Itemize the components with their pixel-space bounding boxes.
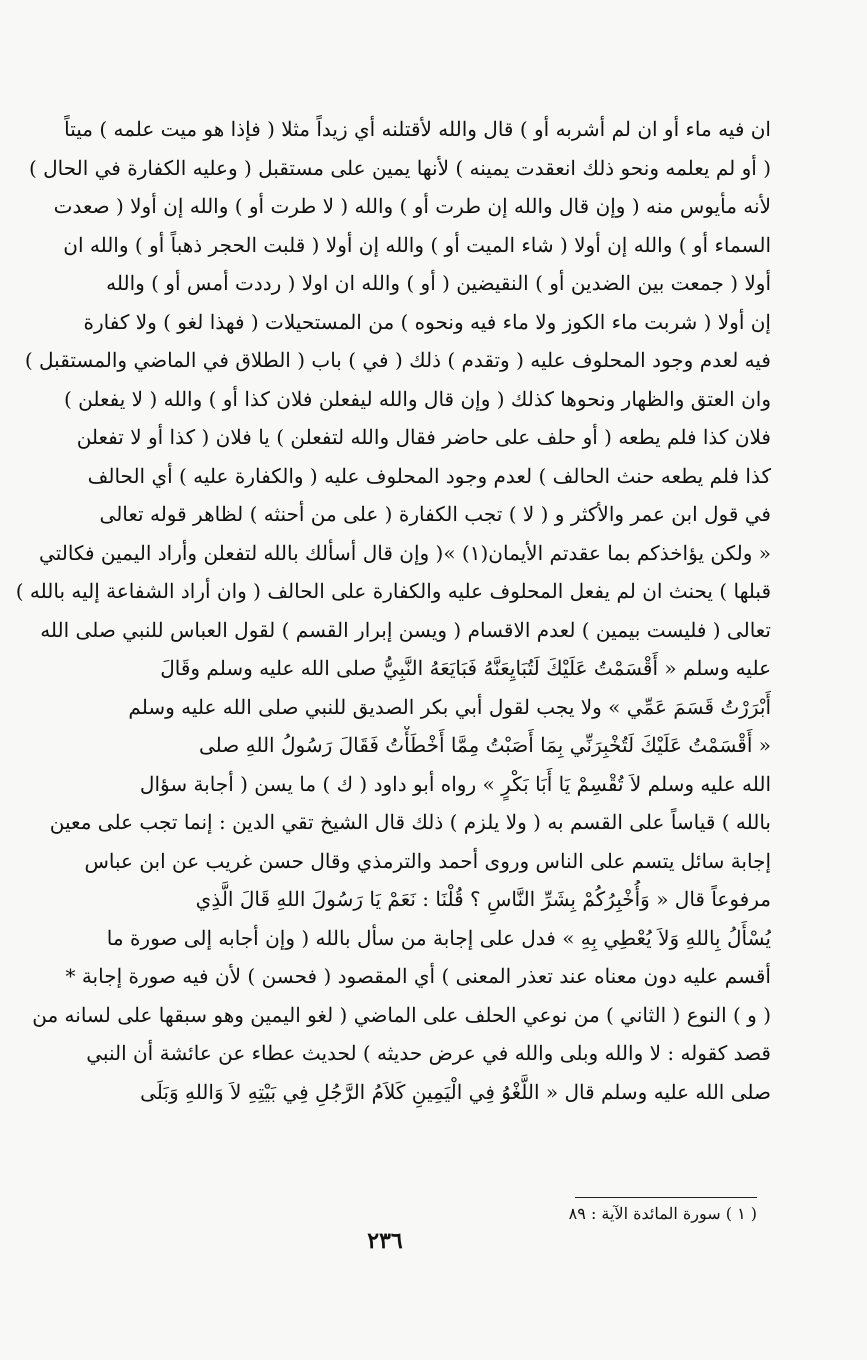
text-line: « ولكن يؤاخذكم بما عقدتم الأيمان(١) »( وإن قال أسألك بالله لتفعلن وأراد اليمين فكالتي <box>39 540 771 565</box>
text-line: يُسْأَلُ بِاللهِ وَلاَ يُعْطِي بِهِ » فدل على إجابة من سأل بالله ( وإن أجابه إلى صورة ما <box>106 925 771 950</box>
text-line: ( و ) النوع ( الثاني ) من نوعي الحلف على الماضي ( لغو اليمين وهو سبقها على لسانه من <box>32 1002 771 1027</box>
footnote-divider <box>575 1197 757 1198</box>
text-line: عليه وسلم « أَقْسَمْتُ عَلَيْكَ لَتُبَايِعَنَّهُ فَبَايَعَهُ النَّبِيُّ صلى الله عليه وسلم وقَالَ <box>160 656 771 680</box>
text-line: بالله ) قياساً على القسم به ( ولا يلزم ) ذلك قال الشيخ تقي الدين : إنما تجب على معين <box>49 810 771 834</box>
text-line: قبلها ) يحنث ان لم يفعل المحلوف عليه والكفارة على الحالف ( وان أراد الشفاعة إليه بالله ) <box>16 579 771 603</box>
text-line: في قول ابن عمر والأكثر و ( لا ) تجب الكفارة ( على من أحنثه ) لظاهر قوله تعالى <box>99 502 771 526</box>
text-line: فيه لعدم وجود المحلوف عليه ( وتقدم ) ذلك ( في ) باب ( الطلاق في الماضي والمستقبل ) <box>24 348 771 372</box>
body-text <box>16 110 771 1111</box>
text-line: صلى الله عليه وسلم قال « اللَّغْوُ فِي الْيَمِينِ كَلاَمُ الرَّجُلِ فِي بَيْتِهِ لاَ وَاللهِ وَبَلَى <box>140 1079 771 1104</box>
text-line: الله عليه وسلم لاَ تُقْسِمْ يَا أَبَا بَكْرٍ » رواه أبو داود ( ك ) ما يسن ( أجابة سؤال <box>139 771 771 796</box>
text-line: لأنه مأيوس منه ( وإن قال والله إن طرت أو ) والله ( لا طرت أو ) والله إن أولا ( صعدت <box>53 194 771 218</box>
text-line: « أَقْسَمْتُ عَلَيْكَ لَتُخْبِرَنِّي بِمَا أَصَبْتُ مِمَّا أَخْطَأْتُ فَقَالَ رَسُولُ اللهِ صلى <box>198 733 771 757</box>
page-number: ٢٣٦ <box>367 1228 403 1254</box>
text-line: ان فيه ماء أو ان لم أشربه أو ) قال والله لأقتلنه أي زيداً مثلا ( فإذا هو ميت علمه ) ميتاً <box>64 117 771 141</box>
text-line: أَبْرَرْتُ قَسَمَ عَمِّي » ولا يجب لقول أبي بكر الصديق للنبي صلى الله عليه وسلم <box>128 694 771 719</box>
text-line: إجابة سائل يتسم على الناس وروى أحمد والترمذي وقال حسن غريب عن ابن عباس <box>84 848 771 873</box>
text-line: مرفوعاً قال « وَأُخْبِرُكُمْ بِشَرِّ النَّاسِ ؟ قُلْنَا : نَعَمْ يَا رَسُولَ اللهِ قَالَ الَّذِي <box>195 887 771 911</box>
text-line: وان العتق والظهار ونحوها كذلك ( وإن قال والله ليفعلن فلان كذا أو ) والله ( لا يفعلن ) <box>63 386 771 411</box>
text-line: إن أولا ( شربت ماء الكوز ولا ماء فيه ونحوه ) من المستحيلات ( فهذا لغو ) ولا كفارة <box>83 309 771 334</box>
text-line: أولا ( جمعت بين الضدين أو ) النقيضين ( أو ) والله ان اولا ( رددت أمس أو ) والله <box>106 271 771 295</box>
text-line: كذا فلم يطعه حنث الحالف ) لعدم وجود المحلوف عليه ( والكفارة عليه ) أي الحالف <box>87 463 771 488</box>
footnote: ( ١ ) سورة المائدة الآية : ٨٩ <box>568 1204 757 1223</box>
text-line: فلان كذا فلم يطعه ( أو حلف على حاضر فقال والله لتفعلن ) يا فلان ( كذا أو لا تفعلن <box>76 425 771 449</box>
text-line: قصد كقوله : لا والله وبلى والله في عرض حديثه ) لحديث عطاء عن عائشة أن النبي <box>86 1041 771 1065</box>
text-line: ( أو لم يعلمه ونحو ذلك انعقدت يمينه ) لأنها يمين على مستقبل ( وعليه الكفارة في الحال ) <box>28 155 771 180</box>
text-line: أقسم عليه دون معناه عند تعذر المعنى ) أي المقصود ( فحسن ) لأن فيه صورة إجابة * <box>65 964 771 988</box>
text-line: السماء أو ) والله إن أولا ( شاء الميت أو ) والله إن أولا ( قلبت الحجر ذهباً أو ) والله ان <box>63 232 771 257</box>
text-line: تعالى ( فليست بيمين ) لعدم الاقسام ( ويسن إبرار القسم ) لقول العباس للنبي صلى الله <box>40 617 771 642</box>
